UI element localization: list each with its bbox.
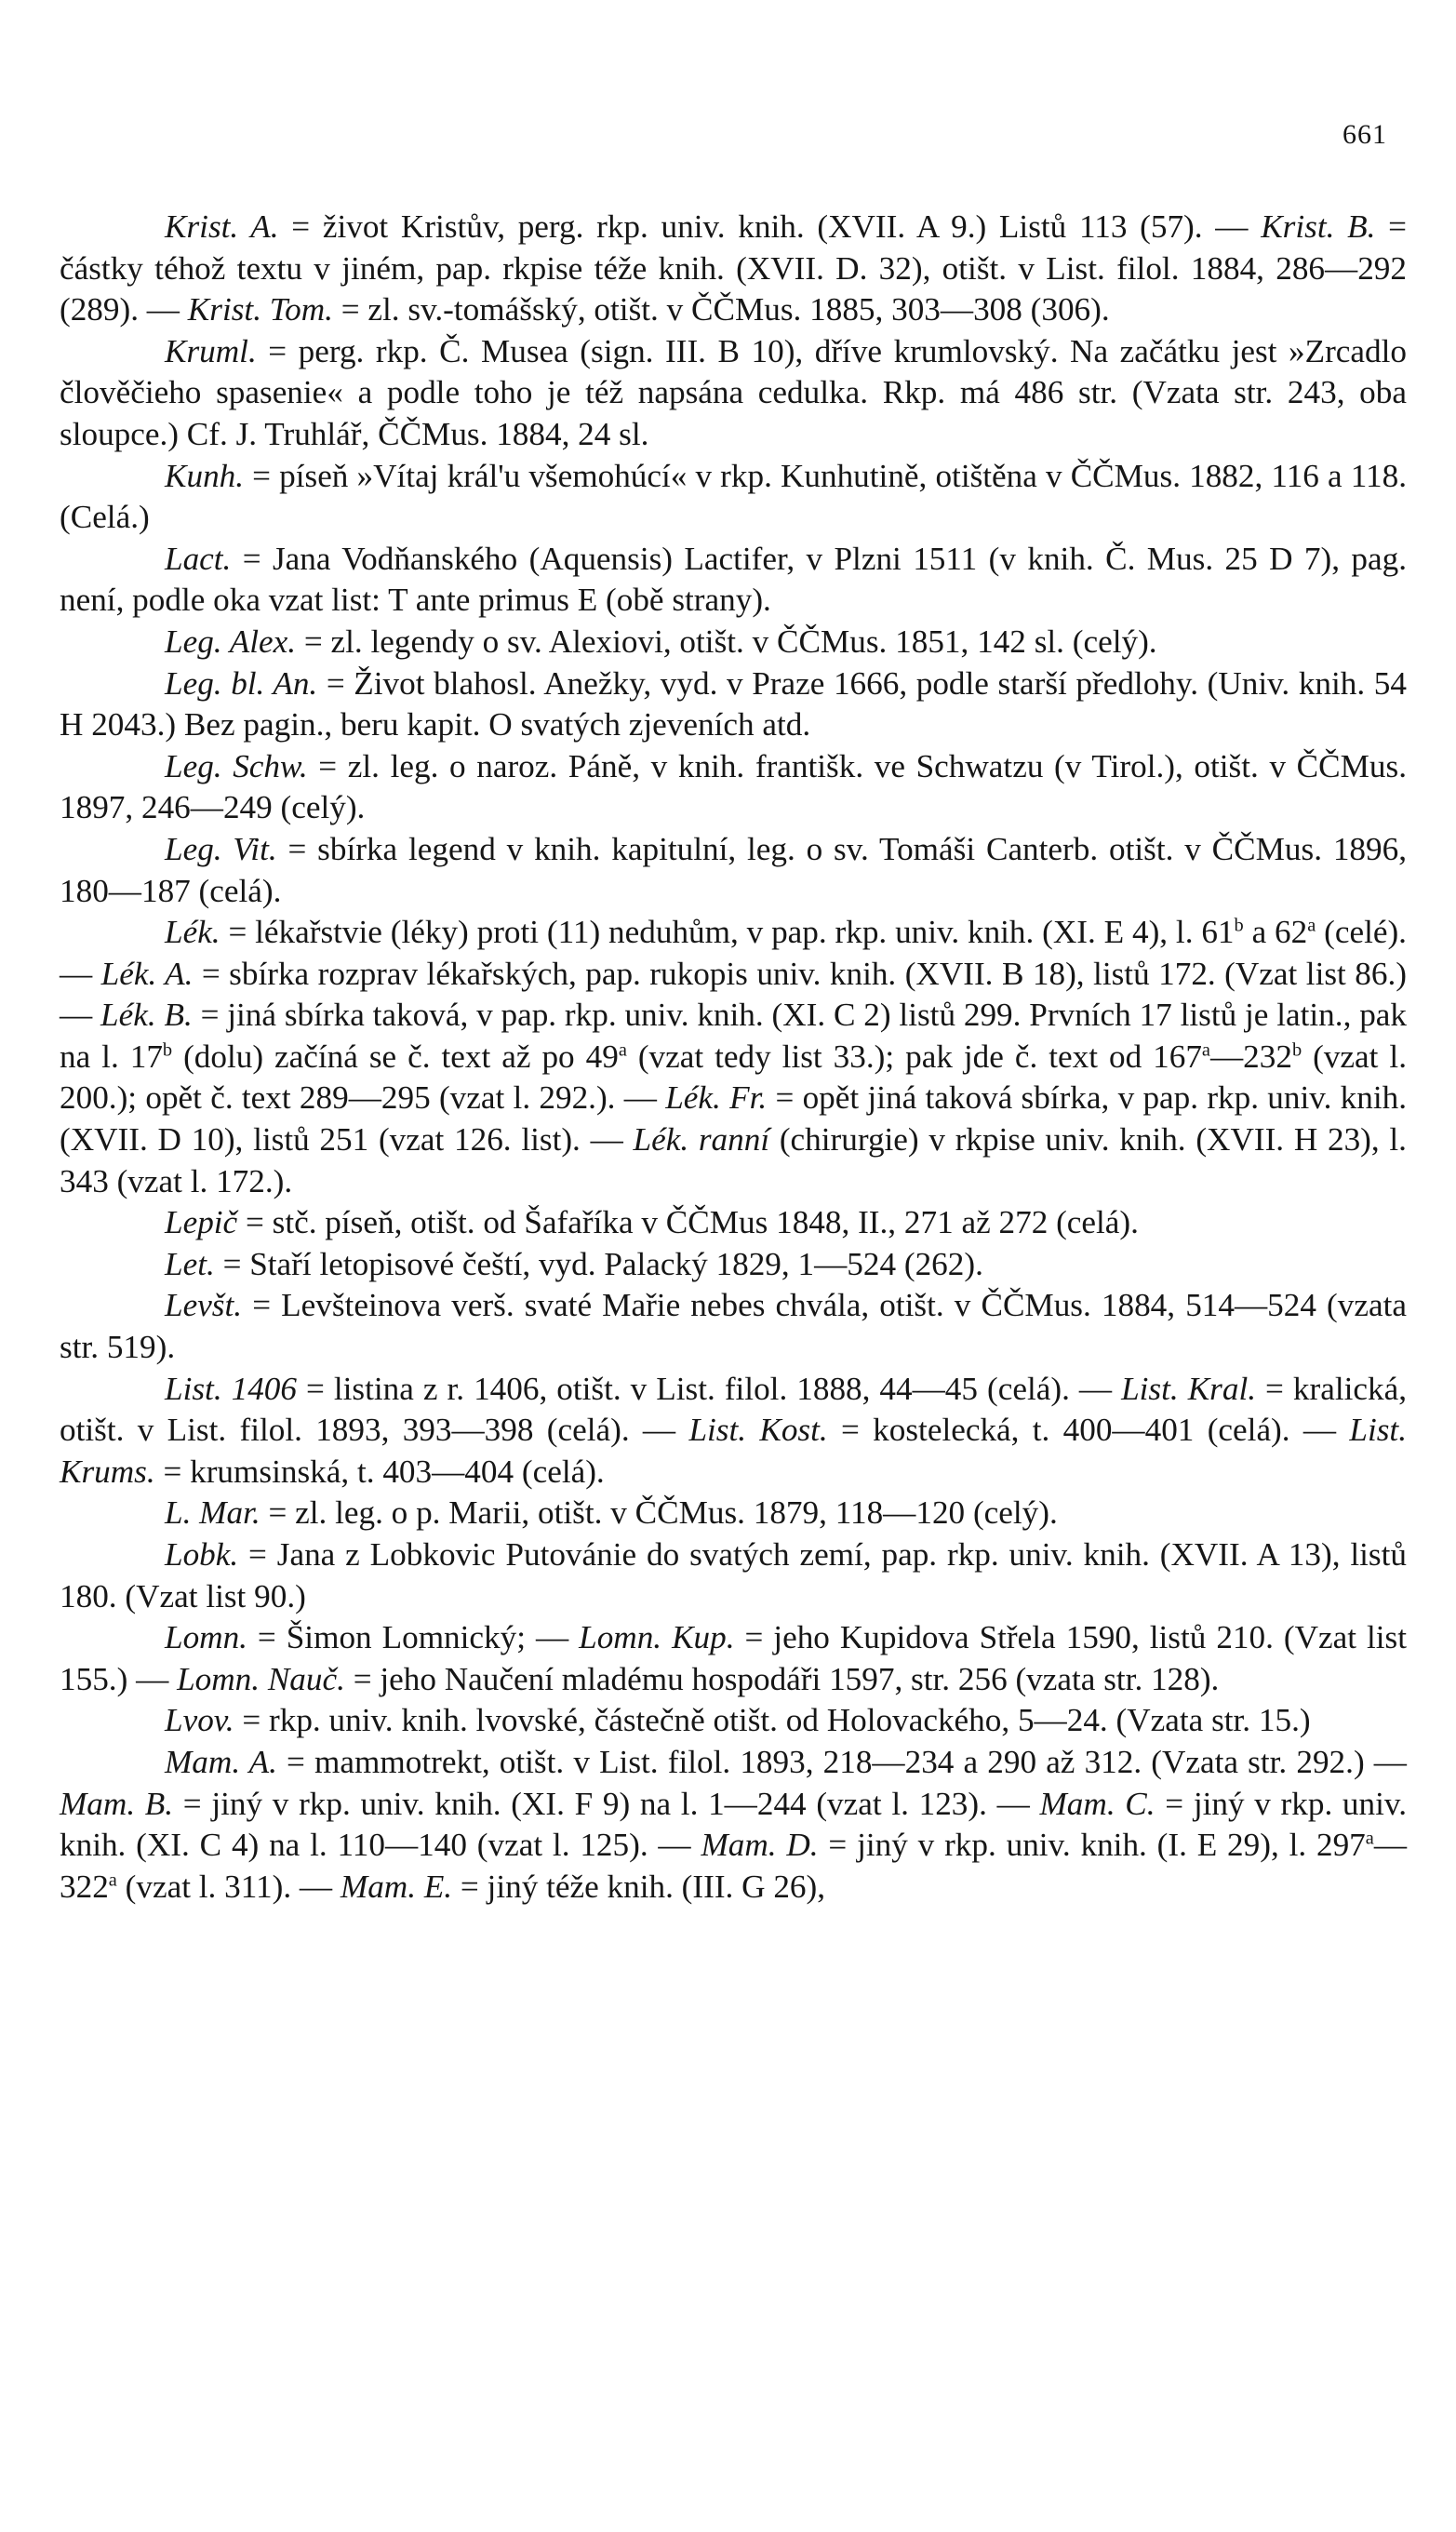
- entry-text: = mammotrekt, otišt. v List. filol. 1893, 218—234 a 290 až 312. (Vzata str. 292.) —: [276, 1743, 1407, 1780]
- abbreviation-term: Mam. E.: [340, 1868, 453, 1905]
- entry-text: (celé). —: [60, 914, 1407, 992]
- abbreviation-entry: [60, 456, 1407, 539]
- abbreviation-term: Krist. A.: [165, 208, 279, 245]
- abbreviation-term: Leg. Schw.: [165, 747, 308, 784]
- entry-text: = jiný v rkp. univ. knih. (I. E 29), l. 297: [818, 1827, 1366, 1864]
- entry-text: = stč. píseň, otišt. od Šafaříka v ČČMus 1848, II., 271 až 272 (celá).: [237, 1204, 1139, 1241]
- folio-side-superscript: a: [1307, 915, 1316, 936]
- abbreviation-entry: [60, 1617, 1407, 1700]
- page-number: 661: [1342, 119, 1387, 150]
- abbreviation-term: Mam. A.: [165, 1743, 277, 1780]
- abbreviation-term: Leg. Alex.: [165, 623, 297, 660]
- entry-text: a 62: [1243, 914, 1308, 951]
- entry-text: = krumsinská, t. 403—404 (celá).: [154, 1453, 605, 1490]
- entry-text: (chirurgie) v rkpise univ. knih. (XVII. H 23), l. 343 (vzat l. 172.).: [60, 1121, 1407, 1199]
- abbreviation-entry: [60, 912, 1407, 1202]
- abbreviation-term: Kruml.: [165, 332, 257, 369]
- abbreviation-term: Lomn. Nauč.: [177, 1660, 345, 1697]
- abbreviation-term: Let.: [165, 1245, 215, 1282]
- abbreviation-entry: [60, 1244, 1407, 1286]
- folio-side-superscript: a: [1365, 1828, 1374, 1849]
- abbreviation-entry: [60, 746, 1407, 829]
- abbreviation-list: [60, 207, 1407, 1908]
- abbreviation-term: List. Kral.: [1121, 1370, 1257, 1407]
- abbreviation-entry: [60, 207, 1407, 331]
- abbreviation-term: Leg. Vit.: [165, 830, 277, 867]
- entry-text: (vzat l. 311). —: [116, 1868, 341, 1905]
- abbreviation-term: Lact.: [165, 540, 232, 577]
- entry-text: = Jana z Lobkovic Putovánie do svatých zemí, pap. rkp. univ. knih. (XVII. A 13), listů 180. (Vzat list 90.): [60, 1536, 1407, 1614]
- entry-text: = opět jiná taková sbírka, v pap. rkp. univ. knih. (XVII. D 10), listů 251 (vzat 126. list). —: [60, 1079, 1408, 1159]
- abbreviation-entry: [60, 663, 1407, 746]
- entry-text: = kralická, otišt. v List. filol. 1893, 393—398 (celá). —: [60, 1370, 1407, 1449]
- entry-text: (vzat tedy list 33.); pak jde č. text od 167: [626, 1038, 1202, 1075]
- entry-text: = perg. rkp. Č. Musea (sign. III. B 10), dříve krumlovský. Na začátku jest »Zrcadlo člověčieho spasenie« a podle toho je též napsána cedulka. Rkp. má 486 str. (Vzata str. 243, oba sloupce.) Cf. J. Truhlář, ČČMus. 1884, 24 sl.: [60, 332, 1407, 452]
- entry-text: —322: [60, 1827, 1408, 1905]
- abbreviation-term: Lvov.: [165, 1702, 234, 1739]
- abbreviation-entry: [60, 1369, 1407, 1494]
- entry-text: = lékařstvie (léky) proti (11) neduhům, v pap. rkp. univ. knih. (XI. E 4), l. 61: [220, 914, 1235, 951]
- folio-side-superscript: b: [1291, 1039, 1302, 1061]
- abbreviation-term: List. 1406: [165, 1370, 297, 1407]
- entry-text: = listina z r. 1406, otišt. v List. filol. 1888, 44—45 (celá). —: [297, 1370, 1122, 1407]
- abbreviation-term: Lék. B.: [100, 997, 193, 1034]
- abbreviation-entry: [60, 1493, 1407, 1534]
- abbreviation-term: Krist. B.: [1261, 208, 1376, 245]
- abbreviation-term: Lék. Fr.: [665, 1079, 768, 1117]
- abbreviation-term: Mam. B.: [60, 1785, 174, 1822]
- abbreviation-term: Mam. D.: [701, 1827, 819, 1864]
- abbreviation-term: L. Mar.: [165, 1494, 260, 1532]
- entry-text: = jiná sbírka taková, v pap. rkp. univ. knih. (XI. C 2) listů 299. Prvních 17 listů je latin., pak na l. 17: [60, 997, 1408, 1075]
- abbreviation-entry: [60, 1202, 1407, 1244]
- entry-text: = život Kristův, perg. rkp. univ. knih. (XVII. A 9.) Listů 113 (57). —: [278, 208, 1262, 245]
- folio-side-superscript: b: [1234, 915, 1244, 936]
- abbreviation-term: Lék. A.: [100, 955, 194, 992]
- abbreviation-term: Lomn. Kup.: [579, 1619, 735, 1656]
- entry-text: = sbírka legend v knih. kapitulní, leg. o sv. Tomáši Canterb. otišt. v ČČMus. 1896, 180—187 (celá).: [60, 830, 1407, 909]
- abbreviation-term: Krist. Tom.: [187, 291, 333, 328]
- entry-text: (vzat l. 200.); opět č. text 289—295 (vzat l. 292.). —: [60, 1038, 1407, 1117]
- abbreviation-entry: [60, 1742, 1407, 1908]
- abbreviation-term: Lepič: [165, 1204, 238, 1241]
- folio-side-superscript: b: [162, 1039, 173, 1061]
- entry-text: = zl. legendy o sv. Alexiovi, otišt. v ČČMus. 1851, 142 sl. (celý).: [296, 623, 1157, 660]
- folio-side-superscript: a: [1201, 1039, 1210, 1061]
- folio-side-superscript: a: [618, 1039, 627, 1061]
- abbreviation-term: Lomn.: [165, 1619, 247, 1656]
- entry-text: = zl. leg. o naroz. Páně, v knih. františk. ve Schwatzu (v Tirol.), otišt. v ČČMus. 1897, 246—249 (celý).: [60, 747, 1407, 826]
- entry-text: = kostelecká, t. 400—401 (celá). —: [827, 1412, 1350, 1449]
- abbreviation-term: List. Kost.: [688, 1412, 828, 1449]
- entry-text: = jiný v rkp. univ. knih. (XI. F 9) na l. 1—244 (vzat l. 123). —: [173, 1785, 1040, 1822]
- abbreviation-term: Mam. C.: [1039, 1785, 1155, 1822]
- abbreviation-entry: [60, 539, 1407, 622]
- entry-text: = píseň »Vítaj král'u všemohúcí« v rkp. Kunhutině, otištěna v ČČMus. 1882, 116 a 118. (Celá.): [60, 457, 1407, 536]
- entry-text: = zl. sv.-tomášský, otišt. v ČČMus. 1885, 303—308 (306).: [332, 291, 1110, 328]
- entry-text: = jiný téže knih. (III. G 26),: [452, 1868, 826, 1905]
- entry-text: = Jana Vodňanského (Aquensis) Lactifer, v Plzni 1511 (v knih. Č. Mus. 25 D 7), pag. není, podle oka vzat list: T ante primus E (obě strany).: [60, 540, 1407, 619]
- abbreviation-term: Lobk.: [165, 1536, 239, 1573]
- folio-side-superscript: a: [108, 1869, 117, 1891]
- abbreviation-entry: [60, 622, 1407, 663]
- abbreviation-term: Lék. ranní: [633, 1121, 770, 1159]
- abbreviation-term: Levšt.: [165, 1287, 243, 1324]
- entry-text: = Staří letopisové čeští, vyd. Palacký 1829, 1—524 (262).: [214, 1245, 983, 1282]
- entry-text: = Levšteinova verš. svaté Mařie nebes chvála, otišt. v ČČMus. 1884, 514—524 (vzata str. 519).: [60, 1287, 1407, 1366]
- entry-text: = částky téhož textu v jiném, pap. rkpise téže knih. (XVII. D. 32), otišt. v List. filol. 1884, 286—292 (289). —: [60, 208, 1407, 328]
- entry-text: = jeho Kupidova Střela 1590, listů 210. (Vzat list 155.) —: [60, 1619, 1407, 1697]
- entry-text: = jiný v rkp. univ. knih. (XI. C 4) na l. 110—140 (vzat l. 125). —: [60, 1785, 1408, 1864]
- entry-text: = sbírka rozprav lékařských, pap. rukopis univ. knih. (XVII. B 18), listů 172. (Vzat list 86.) —: [60, 955, 1407, 1034]
- entry-text: = jeho Naučení mladému hospodáři 1597, str. 256 (vzata str. 128).: [344, 1660, 1220, 1697]
- abbreviation-entry: [60, 1534, 1407, 1617]
- abbreviation-entry: [60, 331, 1407, 456]
- abbreviation-entry: [60, 1700, 1407, 1742]
- abbreviation-term: Leg. bl. An.: [165, 664, 318, 702]
- entry-text: = zl. leg. o p. Marii, otišt. v ČČMus. 1879, 118—120 (celý).: [260, 1494, 1058, 1532]
- entry-text: (dolu) začíná se č. text až po 49: [172, 1038, 619, 1075]
- entry-text: —232: [1209, 1038, 1292, 1075]
- abbreviation-term: Kunh.: [165, 457, 245, 494]
- abbreviation-entry: [60, 829, 1407, 912]
- entry-text: = Život blahosl. Anežky, vyd. v Praze 1666, podle starší předlohy. (Univ. knih. 54 H 2043.) Bez pagin., beru kapit. O svatých zjeveních atd.: [60, 664, 1407, 744]
- entry-text: = rkp. univ. knih. lvovské, částečně otišt. od Holovackého, 5—24. (Vzata str. 15.): [234, 1702, 1311, 1739]
- abbreviation-term: Lék.: [165, 914, 220, 951]
- abbreviation-term: List. Krums.: [60, 1412, 1408, 1490]
- abbreviation-entry: [60, 1285, 1407, 1368]
- entry-text: = Šimon Lomnický; —: [247, 1619, 580, 1656]
